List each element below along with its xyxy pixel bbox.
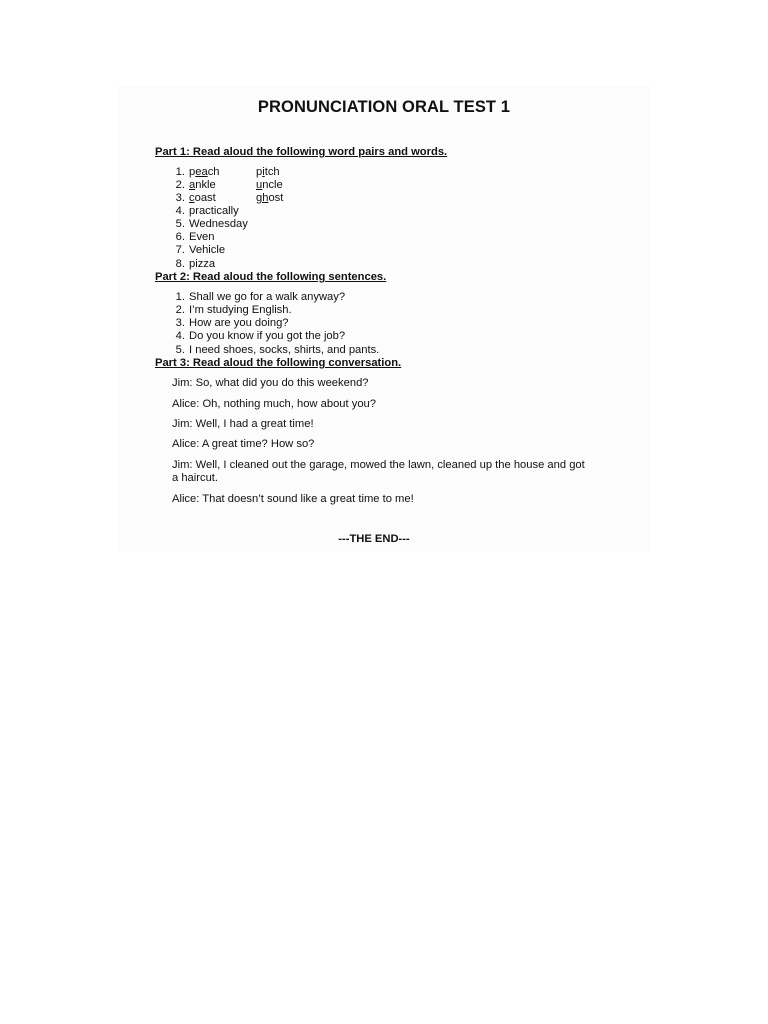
item-number: 2.: [175, 179, 185, 191]
item-number: 3.: [175, 317, 185, 329]
conversation-line: Jim: Well, I had a great time!: [172, 418, 314, 430]
part2-heading: Part 2: Read aloud the following sentences.: [155, 271, 387, 283]
word-b: uncle: [256, 179, 283, 191]
part3-heading: Part 3: Read aloud the following conversation.: [155, 357, 402, 369]
word-a: Even: [189, 231, 215, 243]
item-number: 8.: [175, 258, 185, 270]
word-a: Wednesday: [189, 218, 248, 230]
item-number: 6.: [175, 231, 185, 243]
item-number: 5.: [175, 344, 185, 356]
sentence: I need shoes, socks, shirts, and pants.: [189, 344, 380, 356]
word-a: peach: [189, 166, 220, 178]
item-number: 1.: [175, 291, 185, 303]
sentence: I’m studying English.: [189, 304, 292, 316]
word-a: ankle: [189, 179, 216, 191]
item-number: 4.: [175, 330, 185, 342]
item-number: 5.: [175, 218, 185, 230]
conversation-line: Alice: That doesn’t sound like a great time to me!: [172, 493, 414, 505]
conversation-line: Alice: Oh, nothing much, how about you?: [172, 398, 376, 410]
item-number: 1.: [175, 166, 185, 178]
conversation-line: Jim: So, what did you do this weekend?: [172, 377, 369, 389]
item-number: 3.: [175, 192, 185, 204]
item-number: 7.: [175, 244, 185, 256]
word-a: practically: [189, 205, 239, 217]
sentence: Do you know if you got the job?: [189, 330, 346, 342]
document-title: PRONUNCIATION ORAL TEST 1: [257, 98, 511, 116]
conversation-line: Jim: Well, I cleaned out the garage, mowed the lawn, cleaned up the house and got a haircut.: [172, 459, 585, 484]
word-b: ghost: [256, 192, 284, 204]
word-b: pitch: [256, 166, 280, 178]
end-marker: ---THE END---: [338, 533, 410, 545]
word-a: pizza: [189, 258, 216, 270]
item-number: 4.: [175, 205, 185, 217]
sentence: How are you doing?: [189, 317, 289, 329]
word-a: Vehicle: [189, 244, 226, 256]
item-number: 2.: [175, 304, 185, 316]
word-a: coast: [189, 192, 216, 204]
part1-heading: Part 1: Read aloud the following word pairs and words.: [155, 146, 448, 158]
conversation-line: Alice: A great time? How so?: [172, 438, 315, 450]
sentence: Shall we go for a walk anyway?: [189, 291, 346, 303]
